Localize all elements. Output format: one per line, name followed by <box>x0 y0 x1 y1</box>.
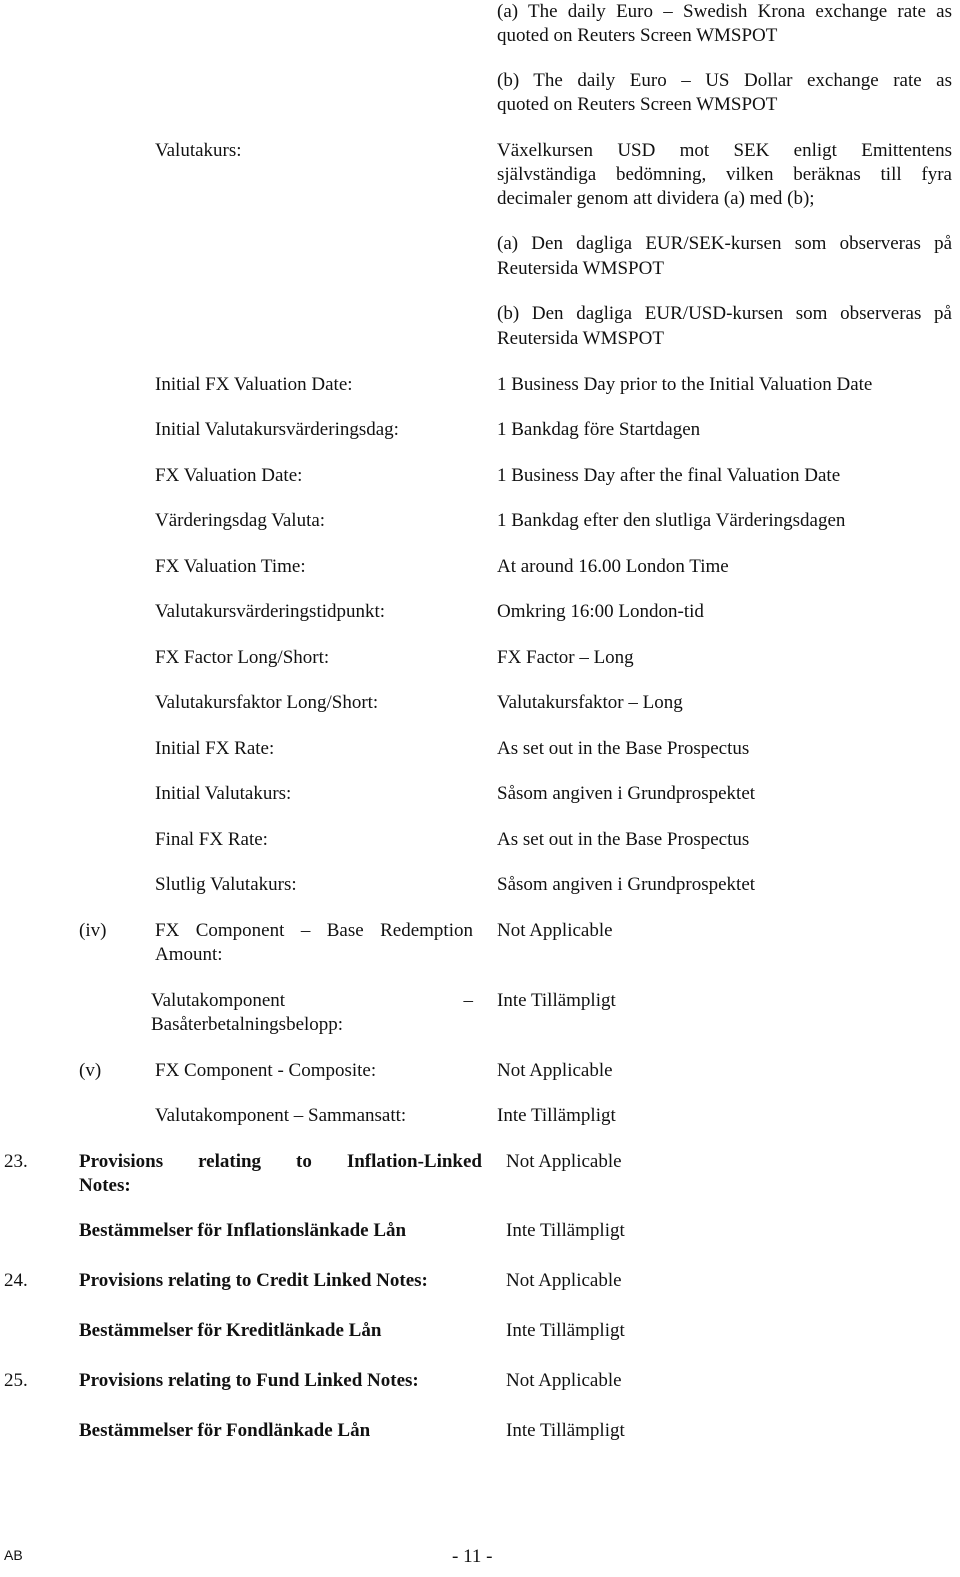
row-value: Omkring 16:00 London-tid <box>497 601 704 622</box>
section-heading-sv: Bestämmelser för Fondlänkade Lån <box>79 1420 371 1441</box>
exchange-rate-a-sv-cont: Reutersida WMSPOT <box>497 258 664 279</box>
exchange-rate-b-en-cont: quoted on Reuters Screen WMSPOT <box>497 94 778 115</box>
row-label: FX Valuation Time: <box>155 556 306 577</box>
page-number: - 11 - <box>452 1546 493 1567</box>
row-label: Slutlig Valutakurs: <box>155 874 297 895</box>
section-heading-sv: Bestämmelser för Kreditlänkade Lån <box>79 1320 382 1341</box>
fx-component-base-value: Not Applicable <box>497 920 613 941</box>
section-value-sv: Inte Tillämpligt <box>506 1320 625 1341</box>
section-value-en: Not Applicable <box>506 1370 622 1391</box>
fx-component-composite-label: FX Component - Composite: <box>155 1060 377 1081</box>
row-value: 1 Bankdag efter den slutliga Värderingsdagen <box>497 510 846 531</box>
row-label: Final FX Rate: <box>155 829 268 850</box>
row-label: Valutakursvärderingstidpunkt: <box>155 601 386 622</box>
row-value: 1 Business Day prior to the Initial Valuation Date <box>497 374 873 395</box>
exchange-rate-a-sv: (a) Den dagliga EUR/SEK-kursen som observeras på <box>497 233 952 254</box>
item-number: (iv) <box>79 920 107 941</box>
row-label: Valutakursfaktor Long/Short: <box>155 692 379 713</box>
row-label: FX Factor Long/Short: <box>155 647 330 668</box>
row-value: Såsom angiven i Grundprospektet <box>497 783 756 804</box>
row-value: 1 Bankdag före Startdagen <box>497 419 701 440</box>
section-value-en: Not Applicable <box>506 1151 622 1172</box>
footer-initials: AB <box>4 1547 23 1563</box>
section-number: 25. <box>4 1370 28 1391</box>
section-number: 24. <box>4 1270 28 1291</box>
valutakomponent-bas-label-cont: Basåterbetalningsbelopp: <box>151 1014 344 1035</box>
valutakurs-value-line1: Växelkursen USD mot SEK enligt Emittentens <box>497 140 952 161</box>
section-heading-en: Provisions relating to Fund Linked Notes: <box>79 1370 419 1391</box>
row-label: Initial Valutakurs: <box>155 783 292 804</box>
valutakomponent-sammansatt-value: Inte Tillämpligt <box>497 1105 616 1126</box>
exchange-rate-b-sv-cont: Reutersida WMSPOT <box>497 328 664 349</box>
exchange-rate-a-en: (a) The daily Euro – Swedish Krona exchange rate as <box>497 1 952 22</box>
valutakomponent-bas-value: Inte Tillämpligt <box>497 990 616 1011</box>
exchange-rate-b-en: (b) The daily Euro – US Dollar exchange rate as <box>497 70 952 91</box>
fx-component-base-label-cont: Amount: <box>155 944 223 965</box>
valutakurs-label: Valutakurs: <box>155 140 242 161</box>
row-label: FX Valuation Date: <box>155 465 303 486</box>
valutakurs-value-line3: decimaler genom att dividera (a) med (b); <box>497 188 815 209</box>
section-heading-sv: Bestämmelser för Inflationslänkade Lån <box>79 1220 407 1241</box>
row-value: At around 16.00 London Time <box>497 556 729 577</box>
row-value: FX Factor – Long <box>497 647 634 668</box>
section-heading-en: Provisions relating to Credit Linked Notes: <box>79 1270 428 1291</box>
section-value-sv: Inte Tillämpligt <box>506 1420 625 1441</box>
row-value: As set out in the Base Prospectus <box>497 829 750 850</box>
row-value: 1 Business Day after the final Valuation Date <box>497 465 841 486</box>
section-value-sv: Inte Tillämpligt <box>506 1220 625 1241</box>
row-label: Initial FX Rate: <box>155 738 275 759</box>
valutakurs-value-line2: självständiga bedömning, vilken beräknas till fyra <box>497 164 952 185</box>
item-number: (v) <box>79 1060 102 1081</box>
row-value: Valutakursfaktor – Long <box>497 692 683 713</box>
exchange-rate-b-sv: (b) Den dagliga EUR/USD-kursen som observeras på <box>497 303 952 324</box>
exchange-rate-a-en-cont: quoted on Reuters Screen WMSPOT <box>497 25 778 46</box>
row-label: Initial Valutakursvärderingsdag: <box>155 419 399 440</box>
section-value-en: Not Applicable <box>506 1270 622 1291</box>
row-label: Initial FX Valuation Date: <box>155 374 353 395</box>
row-label: Värderingsdag Valuta: <box>155 510 326 531</box>
fx-component-composite-value: Not Applicable <box>497 1060 613 1081</box>
valutakomponent-bas-label: Valutakomponent – <box>151 990 473 1011</box>
row-value: As set out in the Base Prospectus <box>497 738 750 759</box>
row-value: Såsom angiven i Grundprospektet <box>497 874 756 895</box>
section-number: 23. <box>4 1151 28 1172</box>
section-heading-en-cont: Notes: <box>79 1175 131 1196</box>
valutakomponent-sammansatt-label: Valutakomponent – Sammansatt: <box>155 1105 407 1126</box>
section-heading-en: Provisions relating to Inflation-Linked <box>79 1151 482 1172</box>
fx-component-base-label: FX Component – Base Redemption <box>155 920 473 941</box>
